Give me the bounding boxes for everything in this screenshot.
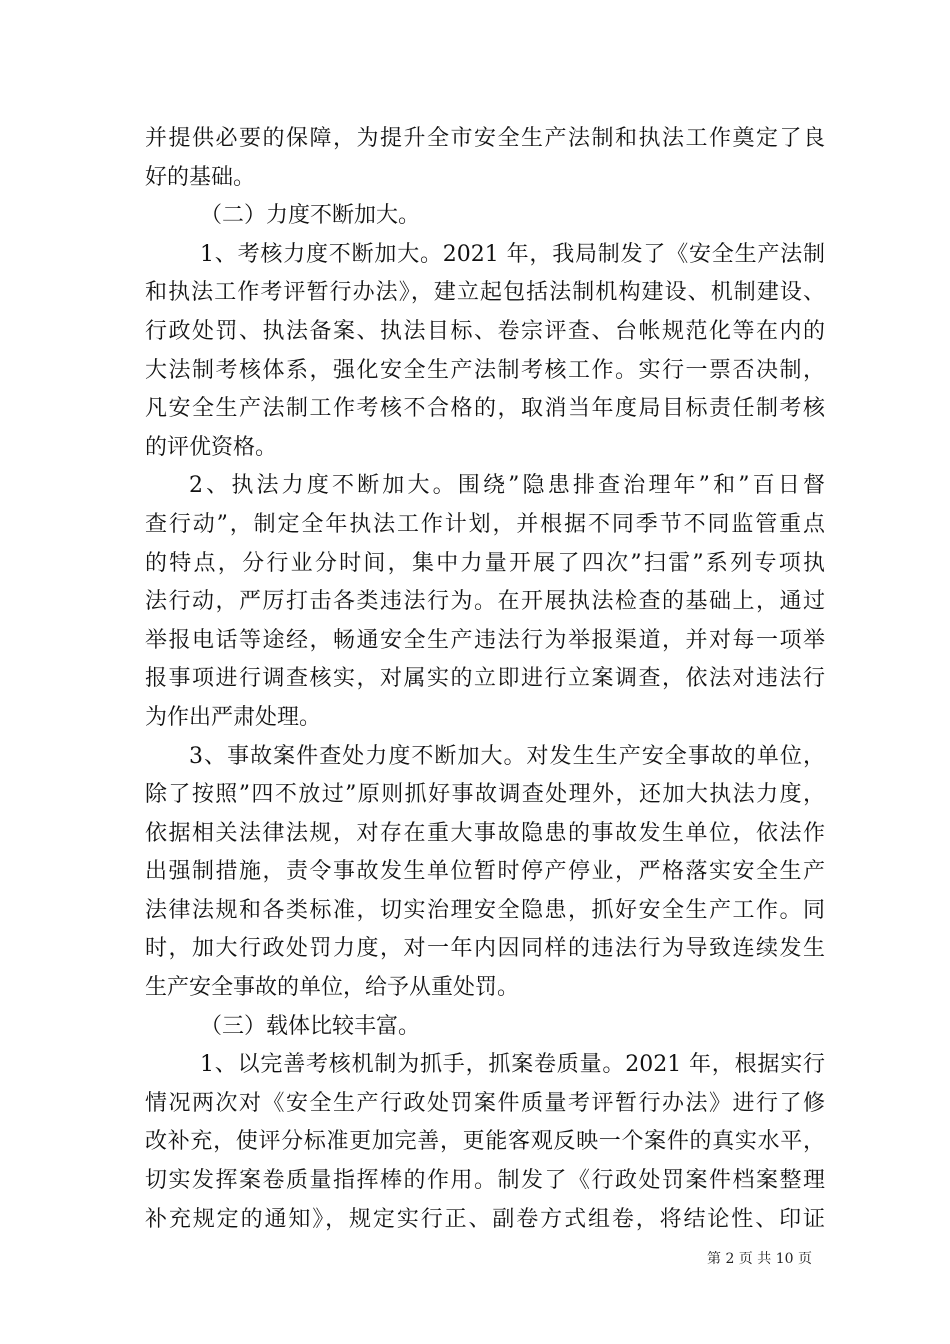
text-line: 并提供必要的保障，为提升全市安全生产法制和执法工作奠定了良: [145, 126, 825, 151]
text-line: 2、执法力度不断加大。围绕”隐患排查治理年”和”百日督: [189, 473, 825, 499]
text-line: 补充规定的通知》，规定实行正、副卷方式组卷，将结论性、印证: [145, 1206, 825, 1232]
text-line: 切实发挥案卷质量指挥棒的作用。制发了《行政处罚案件档案整理: [145, 1168, 825, 1194]
text-line: 情况两次对《安全生产行政处罚案件质量考评暂行办法》进行了修: [145, 1090, 825, 1116]
text-line: 除了按照”四不放过”原则抓好事故调查处理外，还加大执法力度，: [145, 782, 825, 808]
text-line: 好的基础。: [145, 164, 256, 190]
text-line: 依据相关法律法规，对存在重大事故隐患的事故发生单位，依法作: [145, 820, 825, 846]
text-line: 大法制考核体系，强化安全生产法制考核工作。实行一票否决制，: [145, 357, 825, 383]
text-line: 的特点，分行业分时间，集中力量开展了四次”扫雷”系列专项执: [145, 550, 825, 576]
text-line: 出强制措施，责令事故发生单位暂时停产停业，严格落实安全生产: [145, 859, 825, 885]
text-line: 查行动”，制定全年执法工作计划，并根据不同季节不同监管重点: [145, 511, 825, 537]
text-line: （三）载体比较丰富。: [200, 1013, 421, 1039]
text-line: 1、考核力度不断加大。2021 年，我局制发了《安全生产法制: [200, 241, 825, 267]
text-line: 生产安全事故的单位，给予从重处罚。: [145, 975, 520, 1001]
text-line: 报事项进行调查核实，对属实的立即进行立案调查，依法对违法行: [145, 666, 825, 692]
text-line: 的评优资格。: [145, 434, 278, 460]
text-line: 为作出严肃处理。: [145, 704, 322, 730]
text-line: （二）力度不断加大。: [200, 203, 421, 229]
text-line: 凡安全生产法制工作考核不合格的，取消当年度局目标责任制考核: [145, 396, 825, 422]
text-line: 时，加大行政处罚力度，对一年内因同样的违法行为导致连续发生: [145, 936, 825, 962]
page-number: 第 2 页 共 10 页: [707, 1251, 812, 1267]
document-body: [145, 120, 825, 1239]
text-line: 举报电话等途经，畅通安全生产违法行为举报渠道，并对每一项举: [145, 627, 825, 653]
text-line: 行政处罚、执法备案、执法目标、卷宗评查、台帐规范化等在内的: [145, 318, 825, 344]
text-line: 改补充，使评分标准更加完善，更能客观反映一个案件的真实水平，: [145, 1129, 825, 1155]
text-line: 法律法规和各类标准，切实治理安全隐患，抓好安全生产工作。同: [145, 897, 825, 923]
text-line: 法行动，严厉打击各类违法行为。在开展执法检查的基础上，通过: [145, 589, 825, 615]
text-line: 1、以完善考核机制为抓手，抓案卷质量。2021 年，根据实行: [200, 1052, 825, 1078]
text-line: 和执法工作考评暂行办法》，建立起包括法制机构建设、机制建设、: [145, 280, 825, 306]
text-line: 3、事故案件查处力度不断加大。对发生生产安全事故的单位，: [189, 743, 825, 769]
